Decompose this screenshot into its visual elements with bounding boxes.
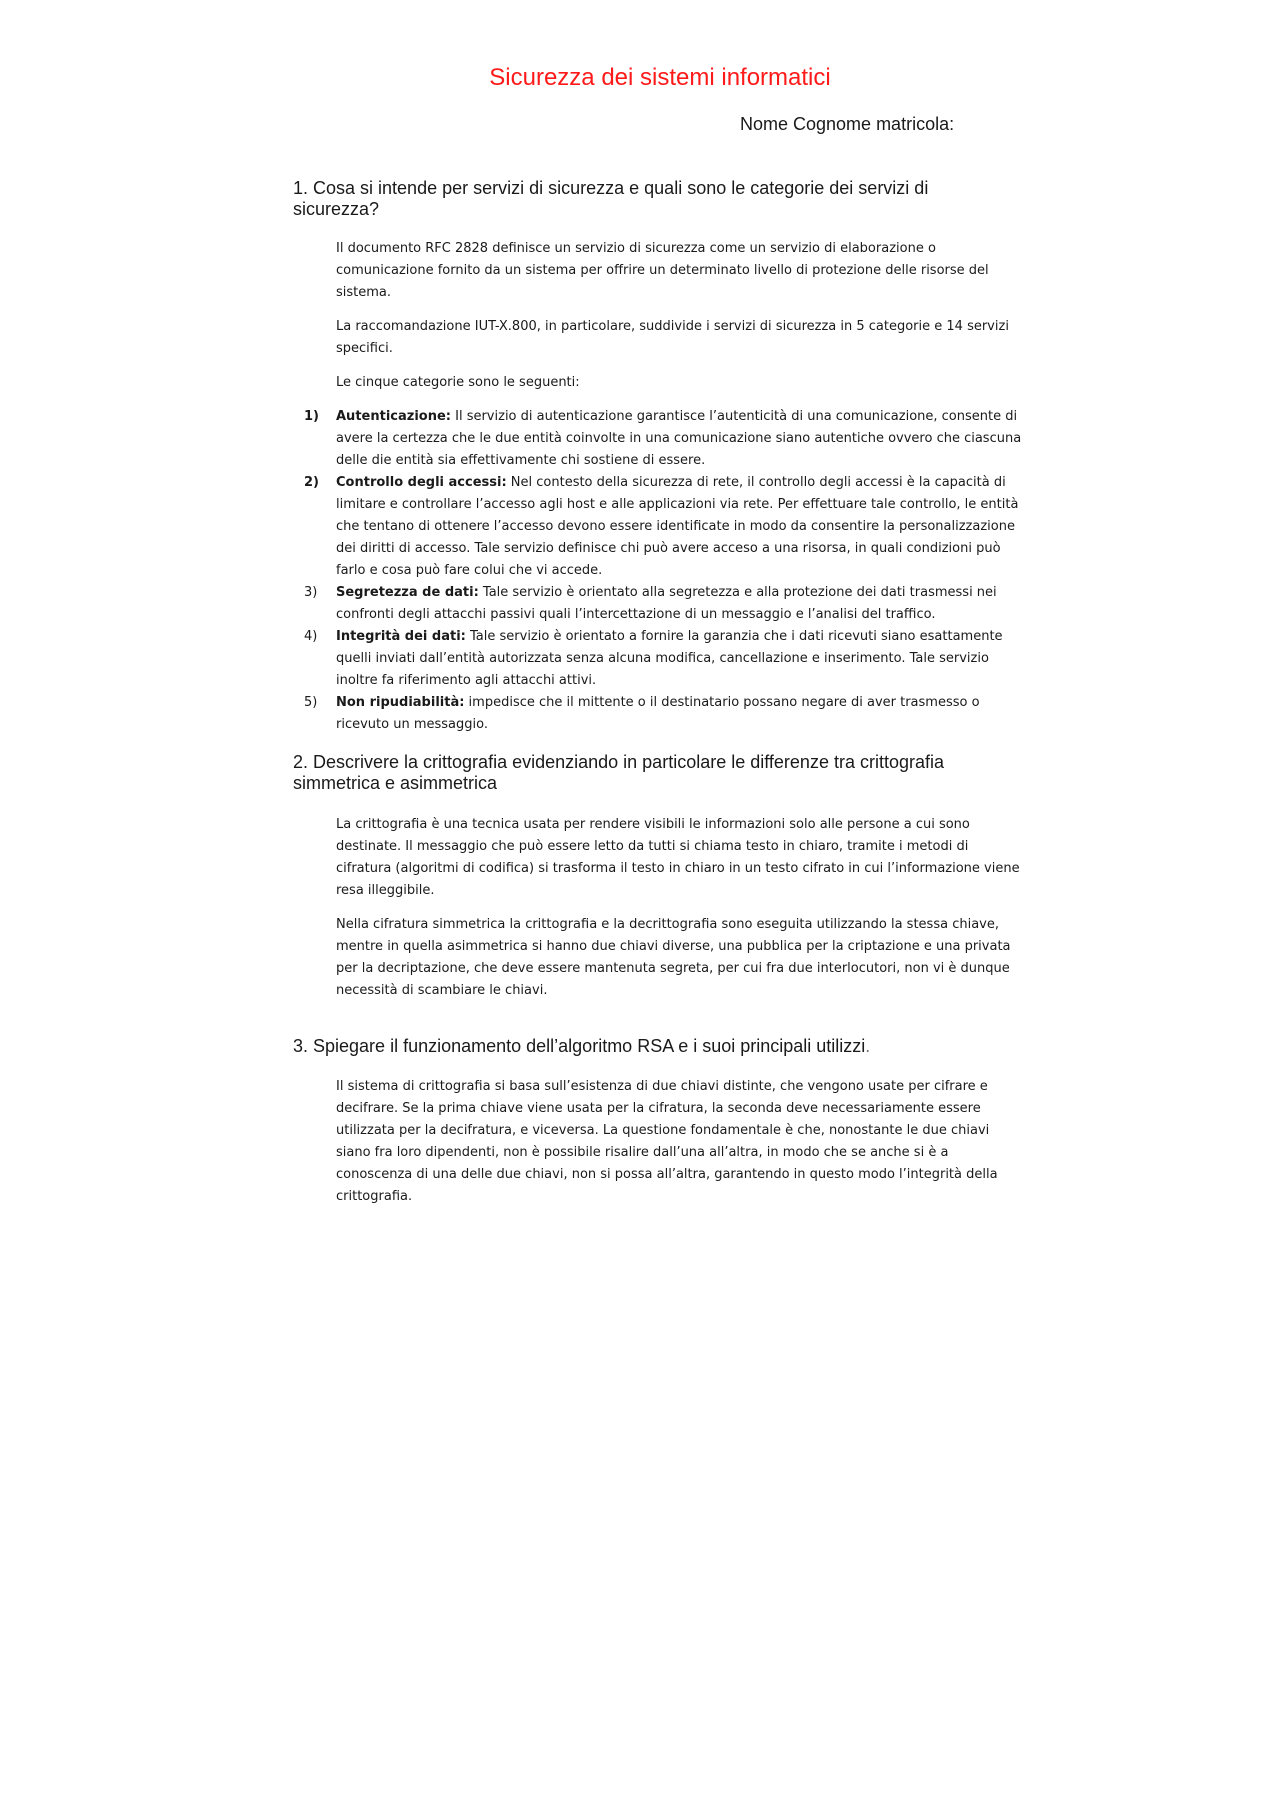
q3-paragraph-rsa: Il sistema di crittografia si basa sull’esistenza di due chiavi distinte, che vengono usate per cifrare e decifrare. Se la prima chiave viene usata per la cifratura, la seconda deve necessariamente essere utilizzata per la decifratura, e viceversa. La questione fondamentale è che, nonostante le due chiavi siano fra loro dipendenti, non è possibile risalire dall’una all’altra, in modo che se anche si è a conoscenza di una delle due chiavi, non si possa all’altra, garantendo in questo modo l’integrità della crittografia. bbox=[336, 1079, 998, 1204]
list-item bbox=[304, 626, 1026, 692]
list-item-term: Non ripudiabilità: bbox=[336, 695, 465, 710]
categories-list bbox=[304, 406, 1026, 736]
list-item-term: Integrità dei dati: bbox=[336, 629, 466, 644]
list-item-number: 3) bbox=[304, 585, 318, 600]
q1-paragraph-intro: Le cinque categorie sono le seguenti: bbox=[336, 375, 580, 390]
question-3-heading-text: 3. Spiegare il funzionamento dell’algoritmo RSA e i suoi principali utilizzi bbox=[293, 1036, 866, 1056]
list-item bbox=[304, 472, 1026, 582]
list-item-text: Il servizio di autenticazione garantisce l’autenticità di una comunicazione, consente di avere la certezza che le due entità coinvolte in una comunicazione siano autentiche ovvero che ciascuna delle die entità sia effettivamente chi sostiene di essere. bbox=[336, 409, 1022, 468]
list-item-number: 4) bbox=[304, 629, 318, 644]
list-item bbox=[304, 692, 1026, 736]
question-2-heading: 2. Descrivere la crittografia evidenziando in particolare le differenze tra crittografia simmetrica e asimmetrica bbox=[293, 752, 944, 793]
list-item-text: Tale servizio è orientato alla segretezza e alla protezione dei dati trasmessi nei confronti degli attacchi passivi quali l’intercettazione di un messaggio e l’analisi del traffico. bbox=[336, 585, 997, 622]
question-2-answer bbox=[336, 814, 1026, 1014]
question-1-heading: 1. Cosa si intende per servizi di sicurezza e quali sono le categorie dei servizi di sicurezza? bbox=[293, 178, 929, 219]
student-name-label: Nome Cognome matricola: bbox=[740, 114, 955, 134]
q2-paragraph-symmetric: Nella cifratura simmetrica la crittografia e la decrittografia sono eseguita utilizzando la stessa chiave, mentre in quella asimmetrica si hanno due chiavi diverse, una pubblica per la criptazione e una privata per la decriptazione, che deve essere mantenuta segreta, per cui fra due interlocutori, non vi è dunque necessità di scambiare le chiavi. bbox=[336, 917, 1011, 998]
question-3-answer bbox=[336, 1076, 1026, 1220]
list-item-text: Tale servizio è orientato a fornire la garanzia che i dati ricevuti siano esattamente quelli inviati dall’entità autorizzata senza alcuna modifica, cancellazione e inserimento. Tale servizio inoltre fa riferimento agli attacchi attivi. bbox=[336, 629, 1003, 688]
list-item bbox=[304, 406, 1026, 472]
list-item-term: Controllo degli accessi: bbox=[336, 475, 507, 490]
list-item-number: 2) bbox=[304, 475, 319, 490]
q1-paragraph-rfc: Il documento RFC 2828 definisce un servizio di sicurezza come un servizio di elaborazione o comunicazione fornito da un sistema per offrire un determinato livello di protezione delle risorse del sistema. bbox=[336, 241, 989, 300]
list-item-number: 1) bbox=[304, 409, 319, 424]
q2-paragraph-definition: La crittografia è una tecnica usata per rendere visibili le informazioni solo alle persone a cui sono destinate. Il messaggio che può essere letto da tutti si chiama testo in chiaro, tramite i metodi di cifratura (algoritmi di codifica) si trasforma il testo in chiaro in un testo cifrato in cui l’informazione viene resa illeggibile. bbox=[336, 817, 1020, 898]
list-item-term: Autenticazione: bbox=[336, 409, 451, 424]
q1-paragraph-x800: La raccomandazione IUT-X.800, in particolare, suddivide i servizi di sicurezza in 5 categorie e 14 servizi specifici. bbox=[336, 319, 1009, 356]
document-title: Sicurezza dei sistemi informatici bbox=[489, 64, 831, 91]
question-3-heading-trail: . bbox=[865, 1036, 871, 1056]
list-item-text: impedisce che il mittente o il destinatario possano negare di aver trasmesso o ricevuto un messaggio. bbox=[336, 695, 980, 732]
question-3-heading bbox=[293, 1036, 1053, 1057]
question-1-answer bbox=[304, 238, 1026, 736]
list-item-term: Segretezza de dati: bbox=[336, 585, 479, 600]
list-item-number: 5) bbox=[304, 695, 318, 710]
list-item bbox=[304, 582, 1026, 626]
list-item-text: Nel contesto della sicurezza di rete, il controllo degli accessi è la capacità di limitare e controllare l’accesso agli host e alle applicazioni via rete. Per effettuare tale controllo, le entità che tentano di ottenere l’accesso devono essere identificate in modo da consentire la personalizzazione dei diritti di accesso. Tale servizio definisce chi può avere acceso a una risorsa, in quali condizioni può farlo e cosa può fare colui che vi accede. bbox=[336, 475, 1019, 578]
